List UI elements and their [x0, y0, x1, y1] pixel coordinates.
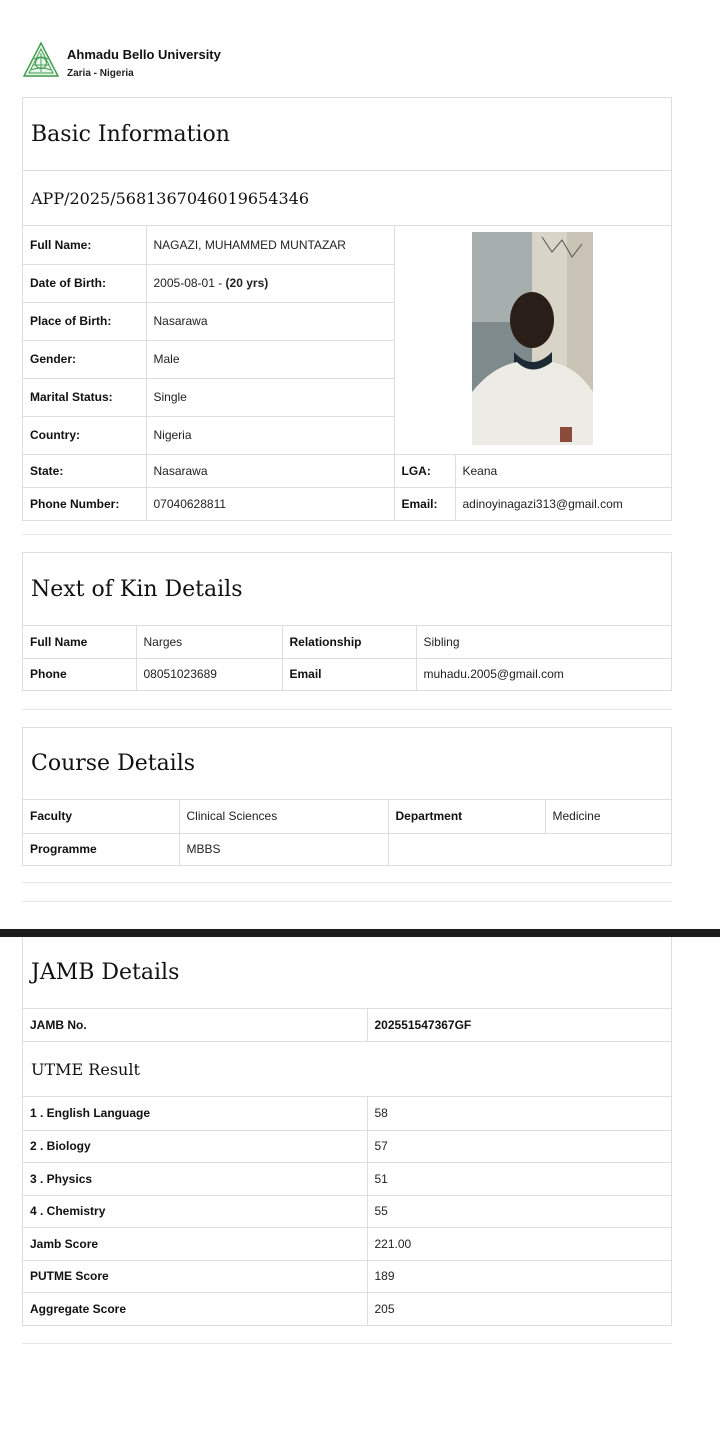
programme-label: Programme [23, 833, 179, 865]
table-row [23, 1097, 671, 1130]
aggregate-score-value: 205 [367, 1292, 671, 1325]
utme-result-title: UTME Result [23, 1041, 671, 1097]
table-row [23, 1195, 671, 1227]
table-row [23, 1130, 671, 1162]
aggregate-score-label: Aggregate Score [23, 1292, 367, 1325]
empty-cell [388, 833, 671, 865]
next-of-kin-table [23, 626, 671, 690]
full-name-value: NAGAZI, MUHAMMED MUNTAZAR [146, 226, 394, 264]
next-of-kin-title: Next of Kin Details [23, 553, 671, 626]
department-value: Medicine [545, 800, 671, 833]
gender-label: Gender: [23, 340, 146, 378]
table-row [23, 1292, 671, 1325]
kin-phone-label: Phone [23, 658, 136, 690]
programme-value: MBBS [179, 833, 388, 865]
lga-label: LGA: [394, 455, 455, 488]
marital-status-label: Marital Status: [23, 378, 146, 416]
subject-score: 57 [367, 1130, 671, 1162]
dob-label: Date of Birth: [23, 264, 146, 302]
section-divider [22, 709, 672, 710]
lga-value: Keana [455, 455, 671, 488]
section-divider [22, 901, 672, 902]
subject-label: 2 . Biology [23, 1130, 367, 1162]
utme-result-table [23, 1097, 671, 1325]
jamb-details-card [22, 937, 672, 1326]
university-logo-icon [22, 41, 60, 79]
jamb-details-title: JAMB Details [23, 937, 671, 1009]
putme-score-label: PUTME Score [23, 1260, 367, 1292]
basic-information-card [22, 97, 672, 521]
subject-label: 4 . Chemistry [23, 1195, 367, 1227]
section-divider [22, 1343, 672, 1344]
section-divider [22, 882, 672, 883]
basic-information-title: Basic Information [23, 98, 671, 171]
phone-label: Phone Number: [23, 488, 146, 520]
jamb-number-label: JAMB No. [23, 1009, 367, 1041]
dob-date: 2005-08-01 - [153, 276, 226, 291]
state-label: State: [23, 455, 146, 488]
university-location: Zaria - Nigeria [67, 68, 134, 79]
subject-score: 51 [367, 1162, 671, 1195]
country-value: Nigeria [146, 416, 394, 454]
putme-score-value: 189 [367, 1260, 671, 1292]
photo-cell [394, 226, 671, 455]
basic-information-table [23, 226, 671, 520]
kin-email-value: muhadu.2005@gmail.com [416, 658, 671, 690]
table-row [23, 1260, 671, 1292]
pob-value: Nasarawa [146, 302, 394, 340]
state-value: Nasarawa [146, 455, 394, 488]
phone-value: 07040628811 [146, 488, 394, 520]
country-label: Country: [23, 416, 146, 454]
section-divider [22, 534, 672, 535]
email-label: Email: [394, 488, 455, 520]
course-details-card [22, 727, 672, 866]
marital-status-value: Single [146, 378, 394, 416]
kin-full-name-value: Narges [136, 626, 282, 658]
university-name: Ahmadu Bello University [67, 47, 221, 62]
next-of-kin-card [22, 552, 672, 691]
faculty-value: Clinical Sciences [179, 800, 388, 833]
jamb-number-value: 202551547367GF [367, 1009, 671, 1041]
page-header [22, 40, 422, 80]
kin-relationship-value: Sibling [416, 626, 671, 658]
age-value: (20 yrs) [225, 276, 269, 291]
subject-score: 58 [367, 1097, 671, 1130]
subject-label: 1 . English Language [23, 1097, 367, 1130]
jamb-number-table [23, 1009, 671, 1041]
page-break-bar [0, 929, 720, 937]
email-value: adinoyinagazi313@gmail.com [455, 488, 671, 520]
jamb-score-label: Jamb Score [23, 1227, 367, 1260]
subject-score: 55 [367, 1195, 671, 1227]
full-name-label: Full Name: [23, 226, 146, 264]
kin-phone-value: 08051023689 [136, 658, 282, 690]
course-details-title: Course Details [23, 728, 671, 800]
applicant-photo [472, 232, 593, 445]
kin-full-name-label: Full Name [23, 626, 136, 658]
pob-label: Place of Birth: [23, 302, 146, 340]
department-label: Department [388, 800, 545, 833]
kin-relationship-label: Relationship [282, 626, 416, 658]
kin-email-label: Email [282, 658, 416, 690]
jamb-score-value: 221.00 [367, 1227, 671, 1260]
table-row [23, 1227, 671, 1260]
course-details-table [23, 800, 671, 865]
table-row [23, 1162, 671, 1195]
subject-label: 3 . Physics [23, 1162, 367, 1195]
application-number: APP/2025/5681367046019654346 [23, 171, 671, 226]
faculty-label: Faculty [23, 800, 179, 833]
dob-value [146, 264, 394, 302]
gender-value: Male [146, 340, 394, 378]
